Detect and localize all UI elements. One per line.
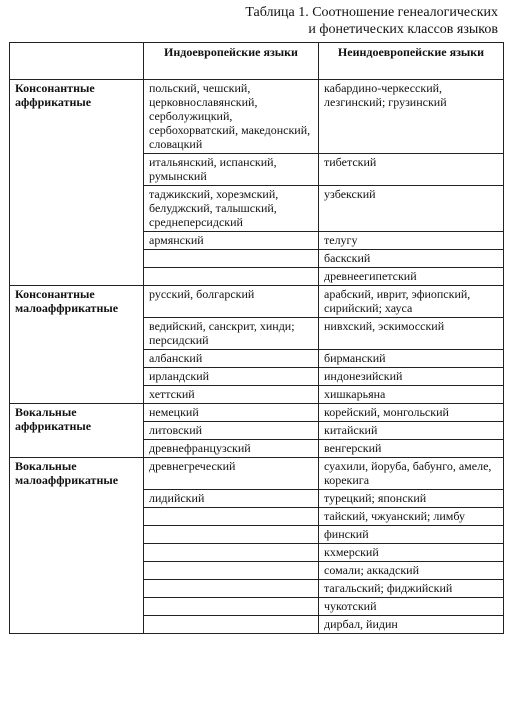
indo-european-cell: лидийский (144, 490, 319, 508)
indo-european-cell (144, 544, 319, 562)
non-indo-european-cell: дирбал, йидин (319, 616, 504, 634)
indo-european-cell (144, 526, 319, 544)
caption-line-2: и фонетических классов языков (308, 22, 498, 37)
non-indo-european-cell: индонезийский (319, 368, 504, 386)
group-label: Вокальные малоаффрикатные (10, 458, 144, 634)
non-indo-european-cell: чукотский (319, 598, 504, 616)
table-body (10, 80, 504, 634)
non-indo-european-cell: турецкий; японский (319, 490, 504, 508)
group-label: Консонантные аффрикатные (10, 80, 144, 286)
table-row (10, 458, 504, 490)
non-indo-european-cell: бирманский (319, 350, 504, 368)
non-indo-european-cell: телугу (319, 232, 504, 250)
language-classes-table (9, 42, 504, 634)
indo-european-cell: немецкий (144, 404, 319, 422)
header-empty (10, 43, 144, 80)
non-indo-european-cell: кабардино-черкесский, лезгинский; грузинский (319, 80, 504, 154)
indo-european-cell: армянский (144, 232, 319, 250)
indo-european-cell: ирландский (144, 368, 319, 386)
indo-european-cell: русский, болгарский (144, 286, 319, 318)
non-indo-european-cell: баскский (319, 250, 504, 268)
indo-european-cell (144, 508, 319, 526)
indo-european-cell (144, 580, 319, 598)
table-row (10, 404, 504, 422)
header-row (10, 43, 504, 80)
non-indo-european-cell: узбекский (319, 186, 504, 232)
header-indo-european: Индоевропейские языки (144, 43, 319, 80)
group-label: Вокальные аффрикатные (10, 404, 144, 458)
indo-european-cell: итальянский, испанский, румынский (144, 154, 319, 186)
non-indo-european-cell: венгерский (319, 440, 504, 458)
non-indo-european-cell: сомали; аккадский (319, 562, 504, 580)
indo-european-cell: таджикский, хорезмский, белуджский, талышский, среднеперсидский (144, 186, 319, 232)
indo-european-cell: польский, чешский, церковнославянский, серболужицкий, сербохорватский, македонский, словацкий (144, 80, 319, 154)
indo-european-cell: хеттский (144, 386, 319, 404)
non-indo-european-cell: суахили, йоруба, бабунго, амеле, корекига (319, 458, 504, 490)
non-indo-european-cell: тагальский; фиджийский (319, 580, 504, 598)
caption-line-1: Таблица 1. Соотношение генеалогических (245, 5, 498, 20)
non-indo-european-cell: древнеегипетский (319, 268, 504, 286)
table-caption (245, 4, 498, 38)
non-indo-european-cell: тайский, чжуанский; лимбу (319, 508, 504, 526)
non-indo-european-cell: финский (319, 526, 504, 544)
non-indo-european-cell: тибетский (319, 154, 504, 186)
indo-european-cell: древнефранцузский (144, 440, 319, 458)
indo-european-cell (144, 250, 319, 268)
table-row (10, 80, 504, 154)
indo-european-cell: ведийский, санскрит, хинди; персидский (144, 318, 319, 350)
non-indo-european-cell: хишкарьяна (319, 386, 504, 404)
non-indo-european-cell: арабский, иврит, эфиопский, сирийский; хауса (319, 286, 504, 318)
indo-european-cell (144, 268, 319, 286)
indo-european-cell (144, 598, 319, 616)
indo-european-cell: литовский (144, 422, 319, 440)
non-indo-european-cell: нивхский, эскимосский (319, 318, 504, 350)
table-row (10, 286, 504, 318)
non-indo-european-cell: кхмерский (319, 544, 504, 562)
group-label: Консонантные малоаффрикатные (10, 286, 144, 404)
indo-european-cell (144, 562, 319, 580)
indo-european-cell (144, 616, 319, 634)
indo-european-cell: албанский (144, 350, 319, 368)
non-indo-european-cell: китайский (319, 422, 504, 440)
indo-european-cell: древнегреческий (144, 458, 319, 490)
header-non-indo-european: Неиндоевропейские языки (319, 43, 504, 80)
non-indo-european-cell: корейский, монгольский (319, 404, 504, 422)
